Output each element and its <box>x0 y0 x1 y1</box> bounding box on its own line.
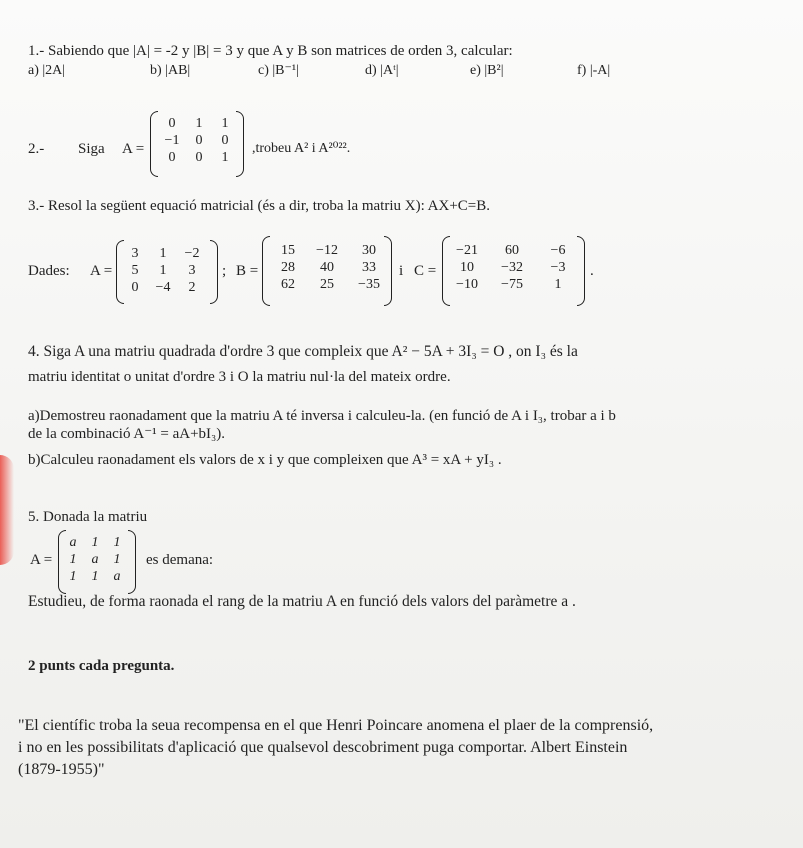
q3-matrix-b-cell-2-1: 25 <box>320 277 334 292</box>
q3-matrix-a-cell-1-0: 5 <box>131 263 139 278</box>
q3-matrix-c-cell-0-2: −6 <box>550 243 566 258</box>
q3-end: . <box>590 263 594 279</box>
q2-matrix <box>158 115 238 166</box>
points-note: 2 punts cada pregunta. <box>28 658 175 674</box>
q3-matrix-c-cell-2-2: 1 <box>554 277 562 292</box>
q3-matrix-c-cell-0-0: −21 <box>456 243 478 258</box>
q1-item-f: f) |-A| <box>577 63 611 78</box>
q3-matrix-c-cell-2-0: −10 <box>456 277 478 292</box>
q3-conj: i <box>399 263 404 279</box>
q5-lhs: A = <box>30 552 53 568</box>
q2-matrix-cell-2-0: 0 <box>168 150 176 165</box>
q5-matrix-cell-0-0: a <box>69 535 77 550</box>
q2-right-paren <box>236 111 244 177</box>
q5-matrix-cell-1-0: 1 <box>69 552 77 567</box>
q3-matrix-c-cell-1-0: 10 <box>460 260 474 275</box>
q3-matrix-b-cell-2-2: −35 <box>358 277 380 292</box>
q4-line2: matriu identitat o unitat d'ordre 3 i O la matriu nul·la del mateix ordre. <box>28 369 451 385</box>
q5-matrix-cell-1-2: 1 <box>113 552 121 567</box>
q5-matrix-cell-2-1: 1 <box>91 569 99 584</box>
q4-part-a-line2: de la combinació A⁻¹ = aA+bI₃). <box>28 426 226 442</box>
q3-matrix-b-cell-0-2: 30 <box>362 243 376 258</box>
q2-matrix-cell-1-0: −1 <box>164 133 180 148</box>
q5-statement: Estudieu, de forma raonada el rang de la matriu A en funció dels valors del paràmetre a . <box>28 593 576 610</box>
q1-item-c: c) |B⁻¹| <box>258 63 299 78</box>
q5-matrix-cell-2-2: a <box>113 569 121 584</box>
q3-c-lhs: C = <box>414 263 437 279</box>
q3-a-lhs: A = <box>90 263 113 279</box>
q1-item-b: b) |AB| <box>150 63 191 78</box>
q3-matrix-c-cell-2-1: −75 <box>501 277 523 292</box>
q3-matrix-a <box>121 245 207 296</box>
q3-matrix-a-cell-0-2: −2 <box>184 246 200 261</box>
q5-matrix-cell-0-2: 1 <box>113 535 121 550</box>
q3-b-right-paren <box>384 236 392 306</box>
q3-b-lhs: B = <box>236 263 259 279</box>
q5-matrix-cell-2-0: 1 <box>69 569 77 584</box>
q2-matrix-cell-0-1: 1 <box>195 116 203 131</box>
q3-matrix-b-cell-0-1: −12 <box>316 243 338 258</box>
q4-part-b: b)Calculeu raonadament els valors de x i y que compleixen que A³ = xA + yI₃ . <box>28 452 502 468</box>
q3-b-left-paren <box>262 236 270 306</box>
q2-matrix-cell-0-0: 0 <box>168 116 176 131</box>
quote-line1: "El científic troba la seua recompensa en el que Henri Poincare anomena el plaer de la comprensió, <box>18 717 654 734</box>
q3-separator: ; <box>222 263 227 279</box>
q3-dades: Dades: <box>28 263 70 279</box>
q3-matrix-c-cell-1-1: −32 <box>501 260 523 275</box>
q3-c-right-paren <box>577 236 585 306</box>
q4-part-a-line1: a)Demostreu raonadament que la matriu A té inversa i calculeu-la. (en funció de A i I₃, trobar a i b <box>28 408 616 424</box>
q5-matrix-cell-1-1: a <box>91 552 99 567</box>
q2-left-paren <box>150 111 158 177</box>
quote-line2: i no en les possibilitats d'aplicació que qualsevol descobriment puga comportar. Albert Einstein <box>18 739 628 756</box>
red-edge-mark <box>0 455 14 565</box>
q3-matrix-b-cell-1-1: 40 <box>320 260 334 275</box>
q3-matrix-b-cell-0-0: 15 <box>281 243 295 258</box>
q5-title: 5. Donada la matriu <box>28 509 148 525</box>
q5-matrix-cell-0-1: 1 <box>91 535 99 550</box>
q3-matrix-b <box>270 242 390 293</box>
q5-right-paren <box>128 530 136 594</box>
q1-statement: 1.- Sabiendo que |A| = -2 y |B| = 3 y que A y B son matrices de orden 3, calcular: <box>28 43 513 59</box>
q3-matrix-a-cell-2-0: 0 <box>131 280 139 295</box>
q3-a-right-paren <box>210 240 218 304</box>
q3-matrix-b-cell-1-0: 28 <box>281 260 295 275</box>
q3-matrix-a-cell-0-0: 3 <box>131 246 139 261</box>
q1-item-a: a) |2A| <box>28 63 66 78</box>
q3-statement: 3.- Resol la següent equació matricial (és a dir, troba la matriu X): AX+C=B. <box>28 198 491 214</box>
q2-matrix-cell-1-2: 0 <box>221 133 229 148</box>
q5-matrix <box>62 534 128 585</box>
q2-matrix-cell-2-1: 0 <box>195 150 203 165</box>
q3-matrix-b-cell-2-0: 62 <box>281 277 295 292</box>
q1-item-e: e) |B²| <box>470 63 504 78</box>
q5-demana: es demana: <box>146 552 214 568</box>
q3-matrix-a-cell-2-2: 2 <box>188 280 196 295</box>
q4-line1: 4. Siga A una matriu quadrada d'ordre 3 que compleix que A² − 5A + 3I₃ = O , on I₃ és la <box>28 343 578 360</box>
q2-lhs: A = <box>122 141 145 157</box>
q2-number: 2.- <box>28 141 45 157</box>
q2-instruction: ,trobeu A² i A²⁰²². <box>252 141 351 156</box>
q3-matrix-a-cell-1-1: 1 <box>159 263 167 278</box>
q3-matrix-a-cell-2-1: −4 <box>155 280 171 295</box>
q1-item-d: d) |Aᵗ| <box>365 63 399 78</box>
q3-matrix-c-cell-0-1: 60 <box>505 243 519 258</box>
q3-matrix-c-cell-1-2: −3 <box>550 260 566 275</box>
q2-matrix-cell-0-2: 1 <box>221 116 229 131</box>
q2-matrix-cell-2-2: 1 <box>221 150 229 165</box>
q3-matrix-a-cell-0-1: 1 <box>159 246 167 261</box>
q2-siga: Siga <box>78 141 105 157</box>
q3-matrix-b-cell-1-2: 33 <box>362 260 376 275</box>
quote-line3: (1879-1955)" <box>18 761 105 778</box>
q3-matrix-a-cell-1-2: 3 <box>188 263 196 278</box>
q3-matrix-c <box>447 242 579 293</box>
q2-matrix-cell-1-1: 0 <box>195 133 203 148</box>
